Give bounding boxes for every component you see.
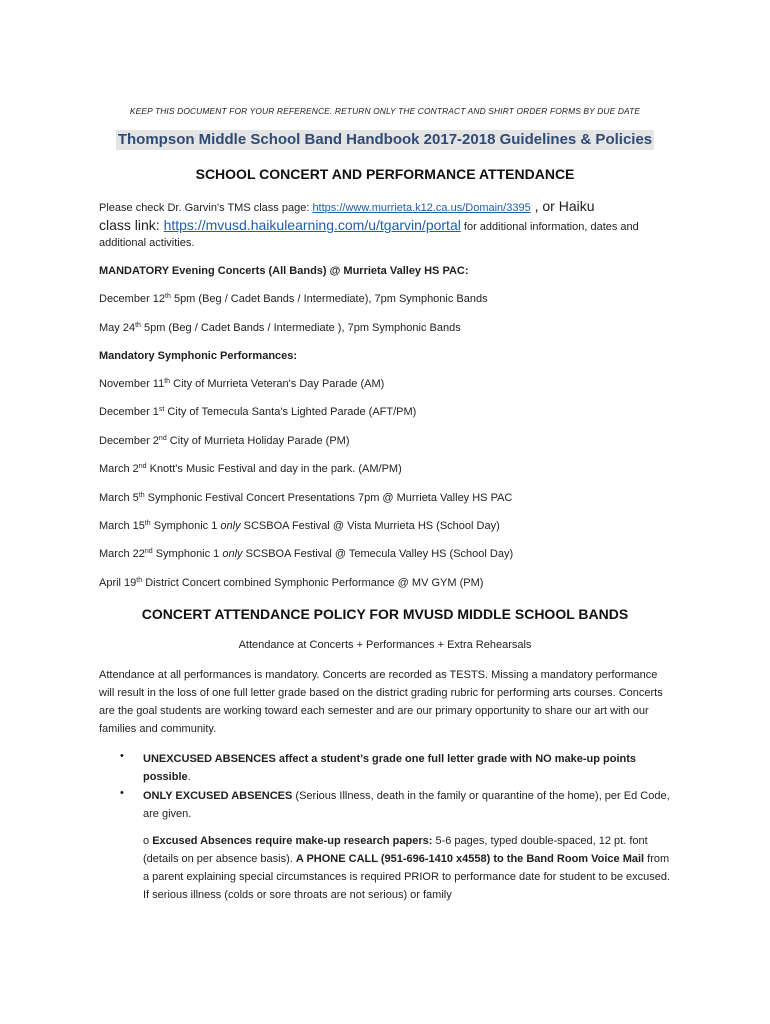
event-description: City of Murrieta Holiday Parade (PM) (166, 435, 350, 447)
event-group: Symphonic 1 (152, 548, 223, 560)
event-description: City of Murrieta Veteran's Day Parade (AM) (170, 378, 385, 390)
date-suffix: th (144, 520, 151, 527)
symphonic-performance-item (99, 520, 500, 532)
event-description: 5pm (Beg / Cadet Bands / Intermediate), 7pm Symphonic Bands (170, 293, 488, 305)
intro-line-3: additional activities. (99, 237, 195, 249)
handbook-title-text: Thompson Middle School Band Handbook 2017-2018 Guidelines & Policies (117, 131, 653, 148)
event-description: Symphonic Festival Concert Presentations 7pm @ Murrieta Valley HS PAC (144, 492, 513, 504)
event-date: December 12 (99, 293, 166, 305)
symphonic-performance-item (99, 548, 513, 560)
date-suffix: th (138, 492, 145, 499)
mandatory-evening-heading: MANDATORY Evening Concerts (All Bands) @ Murrieta Valley HS PAC: (99, 265, 469, 277)
section-title-attendance-policy: CONCERT ATTENDANCE POLICY FOR MVUSD MIDDLE SCHOOL BANDS (141, 606, 629, 622)
event-date: May 24 (99, 322, 136, 334)
event-description: District Concert combined Symphonic Performance @ MV GYM (PM) (142, 577, 484, 589)
return-notice: KEEP THIS DOCUMENT FOR YOUR REFERENCE. RETURN ONLY THE CONTRACT AND SHIRT ORDER FORMS BY DUE DATE (129, 106, 641, 116)
section-title-attendance: SCHOOL CONCERT AND PERFORMANCE ATTENDANCE (195, 166, 575, 182)
tms-class-page-link[interactable]: https://www.murrieta.k12.ca.us/Domain/3395 (312, 202, 531, 214)
date-suffix: th (165, 293, 171, 300)
haiku-class-link[interactable]: https://mvusd.haikulearning.com/u/tgarvin/portal (163, 217, 461, 233)
symphonic-performance-item (99, 577, 483, 589)
event-group: Symphonic 1 (150, 520, 221, 532)
symphonic-performance-item (99, 378, 384, 390)
event-description: SCSBOA Festival @ Vista Murrieta HS (School Day) (240, 520, 500, 532)
intro-text-3: class link: (99, 217, 164, 233)
event-description: City of Temecula Santa's Lighted Parade (AFT/PM) (164, 406, 417, 418)
sub-bullet-marker: o (143, 835, 153, 847)
intro-text-1: Please check Dr. Garvin's TMS class page: (99, 202, 313, 214)
date-suffix: st (158, 406, 165, 413)
event-date: December 2 (99, 435, 159, 447)
symphonic-performance-item (99, 492, 512, 504)
event-date: November 11 (99, 378, 165, 390)
phone-call-details: from a parent explaining special circumstances is required PRIOR to performance date for student to be excused. If serious illness (colds or sore throats are not serious) or family (143, 853, 671, 901)
research-paper-requirement: Excused Absences require make-up research papers: (152, 835, 433, 847)
bullet-marker: • (120, 750, 124, 762)
excused-absences-label: ONLY EXCUSED ABSENCES (143, 790, 293, 802)
intro-text-4: for additional information, dates and (460, 221, 639, 233)
event-date: April 19 (99, 577, 137, 589)
unexcused-absences-item (143, 750, 673, 786)
event-date: December 1 (99, 406, 159, 418)
date-suffix: nd (158, 435, 167, 442)
evening-concert-item (99, 322, 461, 334)
phone-call-requirement: A PHONE CALL (951-696-1410 x4558) to the Band Room Voice Mail (295, 853, 645, 865)
intro-text-2: , or Haiku (530, 198, 595, 214)
event-date: March 5 (99, 492, 139, 504)
symphonic-performance-item (99, 406, 416, 418)
symphonic-performance-item (99, 435, 350, 447)
event-description: 5pm (Beg / Cadet Bands / Intermediate ), 7pm Symphonic Bands (140, 322, 461, 334)
event-date: March 15 (99, 520, 145, 532)
evening-concert-item (99, 293, 488, 305)
attendance-paragraph: Attendance at all performances is mandatory. Concerts are recorded as TESTS. Missing a mandatory performance will result in the loss of one full letter grade based on the district grading rubric for performing arts courses. Concerts are the goal students are working toward each semester and are our primary opportunity to share our art with our families and community. (99, 669, 663, 735)
intro-line-2 (99, 217, 639, 233)
event-description: SCSBOA Festival @ Temecula Valley HS (School Day) (242, 548, 514, 560)
intro-line-1 (99, 198, 595, 214)
excused-absences-details (143, 832, 673, 904)
emphasis-only: only (220, 520, 241, 532)
excused-absences-item (143, 787, 673, 823)
policy-subtitle: Attendance at Concerts + Performances + Extra Rehearsals (238, 639, 532, 651)
date-suffix: th (164, 378, 171, 385)
date-suffix: th (135, 322, 141, 329)
excused-absences-text: (Serious Illness, death in the family or quarantine of the home), per Ed Code, are given. (143, 790, 670, 820)
event-description: Knott's Music Festival and day in the park. (AM/PM) (146, 463, 402, 475)
date-suffix: th (136, 577, 143, 584)
handbook-title (0, 131, 770, 148)
date-suffix: nd (138, 463, 147, 470)
bullet-marker: • (120, 787, 124, 799)
research-paper-details: 5-6 pages, typed double-spaced, 12 pt. font (details on per absence basis). (143, 835, 648, 865)
unexcused-absences-end: . (187, 771, 191, 783)
symphonic-performance-item (99, 463, 402, 475)
event-date: March 2 (99, 463, 139, 475)
date-suffix: nd (144, 548, 153, 555)
emphasis-only: only (222, 548, 243, 560)
unexcused-absences-text: UNEXCUSED ABSENCES affect a student’s grade one full letter grade with NO make-up points possible (143, 753, 637, 783)
event-date: March 22 (99, 548, 145, 560)
symphonic-performances-heading: Mandatory Symphonic Performances: (99, 350, 298, 362)
